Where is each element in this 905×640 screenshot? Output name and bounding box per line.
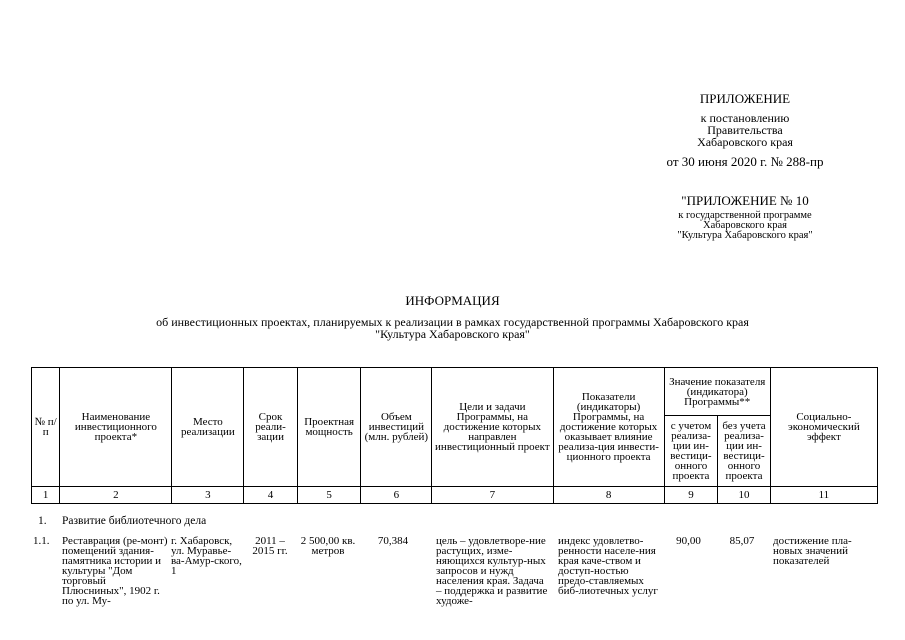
investment-table-header (31, 367, 878, 504)
col-number-3: 3 (172, 487, 244, 504)
appendix-line-1: к постановлению (700, 111, 790, 125)
col-number-10: 10 (718, 487, 771, 504)
doc-subtitle-line-2: "Культура Хабаровского края" (375, 327, 530, 341)
header-effect: Социально-экономический эффект (770, 368, 877, 487)
header-name: Наименование инвестиционного проекта* (60, 368, 172, 487)
row-without-project: 85,07 (729, 535, 755, 547)
col-number-6: 6 (361, 487, 432, 504)
header-place: Место реализации (172, 368, 244, 487)
header-with-project: с учетом реализа-ции ин-вестици-онного проекта (664, 416, 718, 487)
col-number-2: 2 (60, 487, 172, 504)
header-term: Срок реали-зации (244, 368, 298, 487)
row-volume: 70,384 (377, 535, 409, 547)
row-term: 2011 – 2015 гг. (252, 535, 288, 557)
doc-title: ИНФОРМАЦИЯ (405, 293, 500, 308)
appendix-line-3: Хабаровского края (697, 135, 793, 149)
col-number-5: 5 (297, 487, 361, 504)
appendix10-line-1: к государственной программе (678, 210, 812, 221)
appendix10-title: "ПРИЛОЖЕНИЕ № 10 (681, 193, 809, 208)
row-num: 1.1. (33, 535, 50, 547)
row-effect: достижение пла-новых значений показателей (773, 535, 852, 567)
row-place: г. Хабаровск, ул. Муравье-ва-Амур-ского, 1 (171, 535, 242, 577)
row-with-project: 90,00 (676, 535, 701, 547)
header-goals: Цели и задачи Программы, на достижение которых направлен инвестиционный проект (432, 368, 553, 487)
col-number-4: 4 (244, 487, 298, 504)
section-num: 1. (38, 515, 47, 527)
col-number-11: 11 (770, 487, 877, 504)
header-value-group: Значение показателя (индикатора) Программы** (664, 368, 770, 416)
appendix-line-2: Правительства (707, 123, 783, 137)
appendix-title: ПРИЛОЖЕНИЕ (699, 91, 791, 106)
appendix-date: от 30 июня 2020 г. № 288-пр (666, 154, 824, 169)
header-capacity: Проектная мощность (297, 368, 361, 487)
header-num: № п/п (32, 368, 60, 487)
col-number-8: 8 (553, 487, 664, 504)
row-name: Реставрация (ре-монт) помещений здания-памятника истории и культуры "Дом торговый Плюсниных", 1902 г. по ул. Му- (62, 535, 168, 607)
row-goals: цель – удовлетворе-ние растущих, изме-няющихся культур-ных запросов и нужд населения края. Задача – поддержка и развитие художе- (436, 535, 548, 607)
appendix10-line-3: "Культура Хабаровского края" (677, 230, 813, 241)
col-number-9: 9 (664, 487, 718, 504)
header-volume: Объем инвестиций (млн. рублей) (361, 368, 432, 487)
row-capacity: 2 500,00 кв. метров (300, 535, 356, 557)
doc-subtitle-line-1: об инвестиционных проектах, планируемых к реализации в рамках государственной программы Хабаровского края (156, 315, 749, 329)
appendix10-line-2: Хабаровского края (703, 220, 787, 231)
col-number-1: 1 (32, 487, 60, 504)
row-indicators: индекс удовлетво-ренности населе-ния края каче-ством и доступ-ностью предо-ставляемых биб-лиотечных услуг (558, 535, 658, 597)
col-number-7: 7 (432, 487, 553, 504)
header-without-project: без учета реализа-ции ин-вестици-онного проекта (718, 416, 771, 487)
header-indicators: Показатели (индикаторы) Программы, на достижение которых оказывает влияние реализа-ция инвести-ционного проекта (553, 368, 664, 487)
section-title: Развитие библиотечного дела (62, 515, 207, 527)
